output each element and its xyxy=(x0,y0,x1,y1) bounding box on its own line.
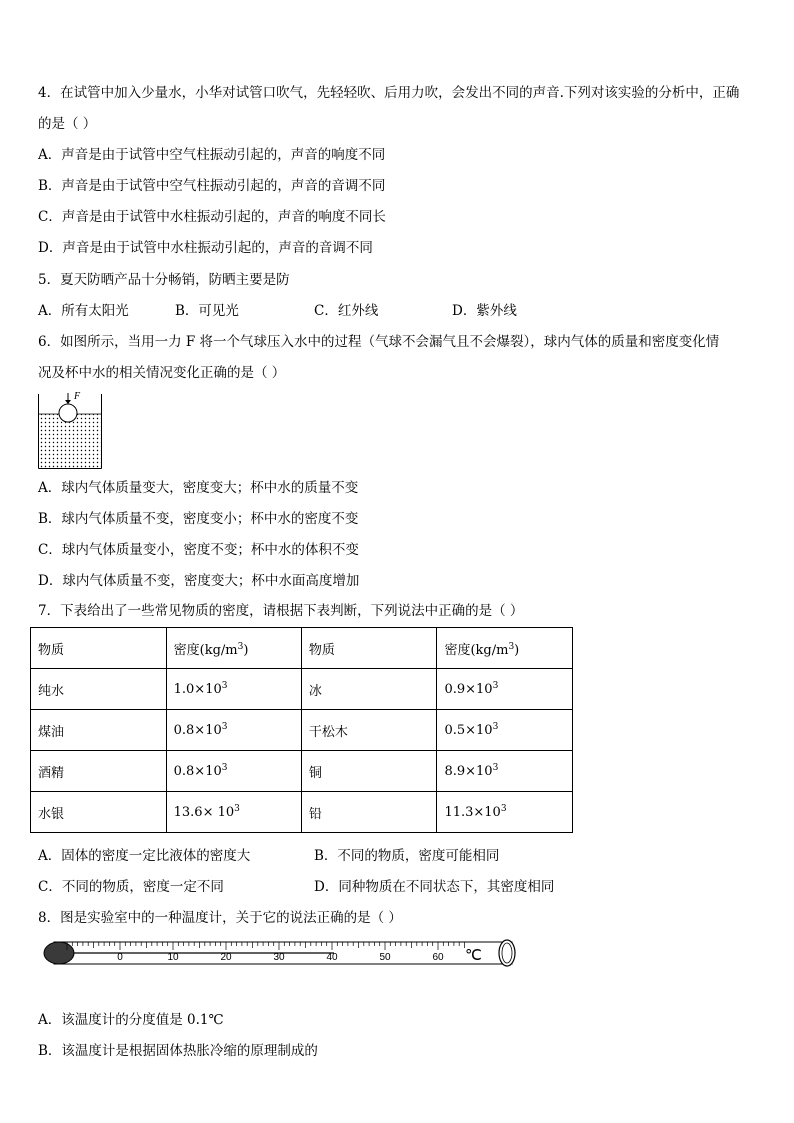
q6-option-c: C．球内气体质量变小，密度不变；杯中水的体积不变 xyxy=(38,542,359,558)
q4-stem-line2: 的是（ ） xyxy=(38,116,97,132)
density-cell: $1.0\times 10^3$ xyxy=(166,669,301,710)
scale-label: 0 xyxy=(117,952,123,963)
substance-cell: 酒精 xyxy=(31,751,167,792)
thermometer-figure xyxy=(42,936,522,970)
q6-stem-line1: 6．如图所示，当用一力 F 将一个气球压入水中的过程（气球不会漏气且不会爆裂），球内气体的质量和密度变化情 xyxy=(38,334,720,350)
q6-stem-line2: 况及杯中水的相关情况变化正确的是（ ） xyxy=(38,365,286,381)
table-row xyxy=(31,710,573,751)
q5-option-b: B．可见光 xyxy=(175,303,239,319)
substance-cell: 干松木 xyxy=(301,710,437,751)
table-row xyxy=(31,751,573,792)
header-substance-2: 物质 xyxy=(301,628,437,669)
q7-option-c: C．不同的物质，密度一定不同 xyxy=(38,879,224,895)
q4-stem-line1: 4．在试管中加入少量水，小华对试管口吹气，先轻轻吹、后用力吹，会发出不同的声音.下列对该实验的分析中，正确 xyxy=(38,85,740,101)
q6-option-a: A．球内气体质量变大，密度变大；杯中水的质量不变 xyxy=(38,480,359,496)
header-substance-1: 物质 xyxy=(31,628,167,669)
table-row xyxy=(31,792,573,833)
density-cell: $11.3\times 10^3$ xyxy=(437,792,573,833)
q8-stem: 8．图是实验室中的一种温度计，关于它的说法正确的是（ ） xyxy=(38,910,402,926)
header-density-1: 密度$(kg/m^3)$ xyxy=(166,628,301,669)
header-density-2: 密度$(kg/m^3)$ xyxy=(437,628,573,669)
density-cell: $0.8\times 10^3$ xyxy=(166,710,301,751)
substance-cell: 煤油 xyxy=(31,710,167,751)
scale-label: 50 xyxy=(379,952,391,963)
q4-option-b: B．声音是由于试管中空气柱振动引起的，声音的音调不同 xyxy=(38,178,386,194)
q6-option-d: D．球内气体质量不变，密度变大；杯中水面高度增加 xyxy=(38,573,360,589)
force-label: F xyxy=(74,391,81,402)
q4-option-d: D．声音是由于试管中水柱振动引起的，声音的音调不同 xyxy=(38,240,373,256)
q8-option-b: B．该温度计是根据固体热胀冷缩的原理制成的 xyxy=(38,1043,318,1059)
scale-label: 40 xyxy=(326,952,338,963)
substance-cell: 纯水 xyxy=(31,669,167,710)
density-table xyxy=(30,627,573,833)
q6-option-b: B．球内气体质量不变，密度变小；杯中水的密度不变 xyxy=(38,511,359,527)
substance-cell: 水银 xyxy=(31,792,167,833)
q7-option-a: A．固体的密度一定比液体的密度大 xyxy=(38,848,251,864)
q7-option-d: D．同种物质在不同状态下，其密度相同 xyxy=(314,879,555,895)
density-cell: $0.5\times 10^3$ xyxy=(437,710,573,751)
density-cell: $0.9\times 10^3$ xyxy=(437,669,573,710)
q5-option-d: D．紫外线 xyxy=(452,303,517,319)
density-cell: $13.6\times 10^3$ xyxy=(166,792,301,833)
scale-label: 30 xyxy=(273,952,285,963)
q8-option-a: A．该温度计的分度值是 0.1℃ xyxy=(38,1012,224,1028)
q5-stem: 5．夏天防晒产品十分畅销，防晒主要是防 xyxy=(38,272,290,288)
q4-option-a: A．声音是由于试管中空气柱振动引起的，声音的响度不同 xyxy=(38,147,386,163)
substance-cell: 铜 xyxy=(301,751,437,792)
density-cell: $8.9\times 10^3$ xyxy=(437,751,573,792)
balloon-in-water-figure xyxy=(36,389,108,471)
scale-label: 60 xyxy=(432,952,444,963)
celsius-unit-label: ℃ xyxy=(465,948,482,964)
q7-option-b: B．不同的物质，密度可能相同 xyxy=(314,848,500,864)
table-row xyxy=(31,669,573,710)
q4-option-c: C．声音是由于试管中水柱振动引起的，声音的响度不同长 xyxy=(38,209,386,225)
scale-label: 20 xyxy=(220,952,232,963)
table-header-row xyxy=(31,628,573,669)
substance-cell: 铅 xyxy=(301,792,437,833)
scale-label: 10 xyxy=(167,952,179,963)
substance-cell: 冰 xyxy=(301,669,437,710)
q5-option-c: C．红外线 xyxy=(314,303,379,319)
q7-stem: 7．下表给出了一些常见物质的密度，请根据下表判断，下列说法中正确的是（ ） xyxy=(38,603,524,619)
density-cell: $0.8\times 10^3$ xyxy=(166,751,301,792)
q5-option-a: A．所有太阳光 xyxy=(38,303,129,319)
